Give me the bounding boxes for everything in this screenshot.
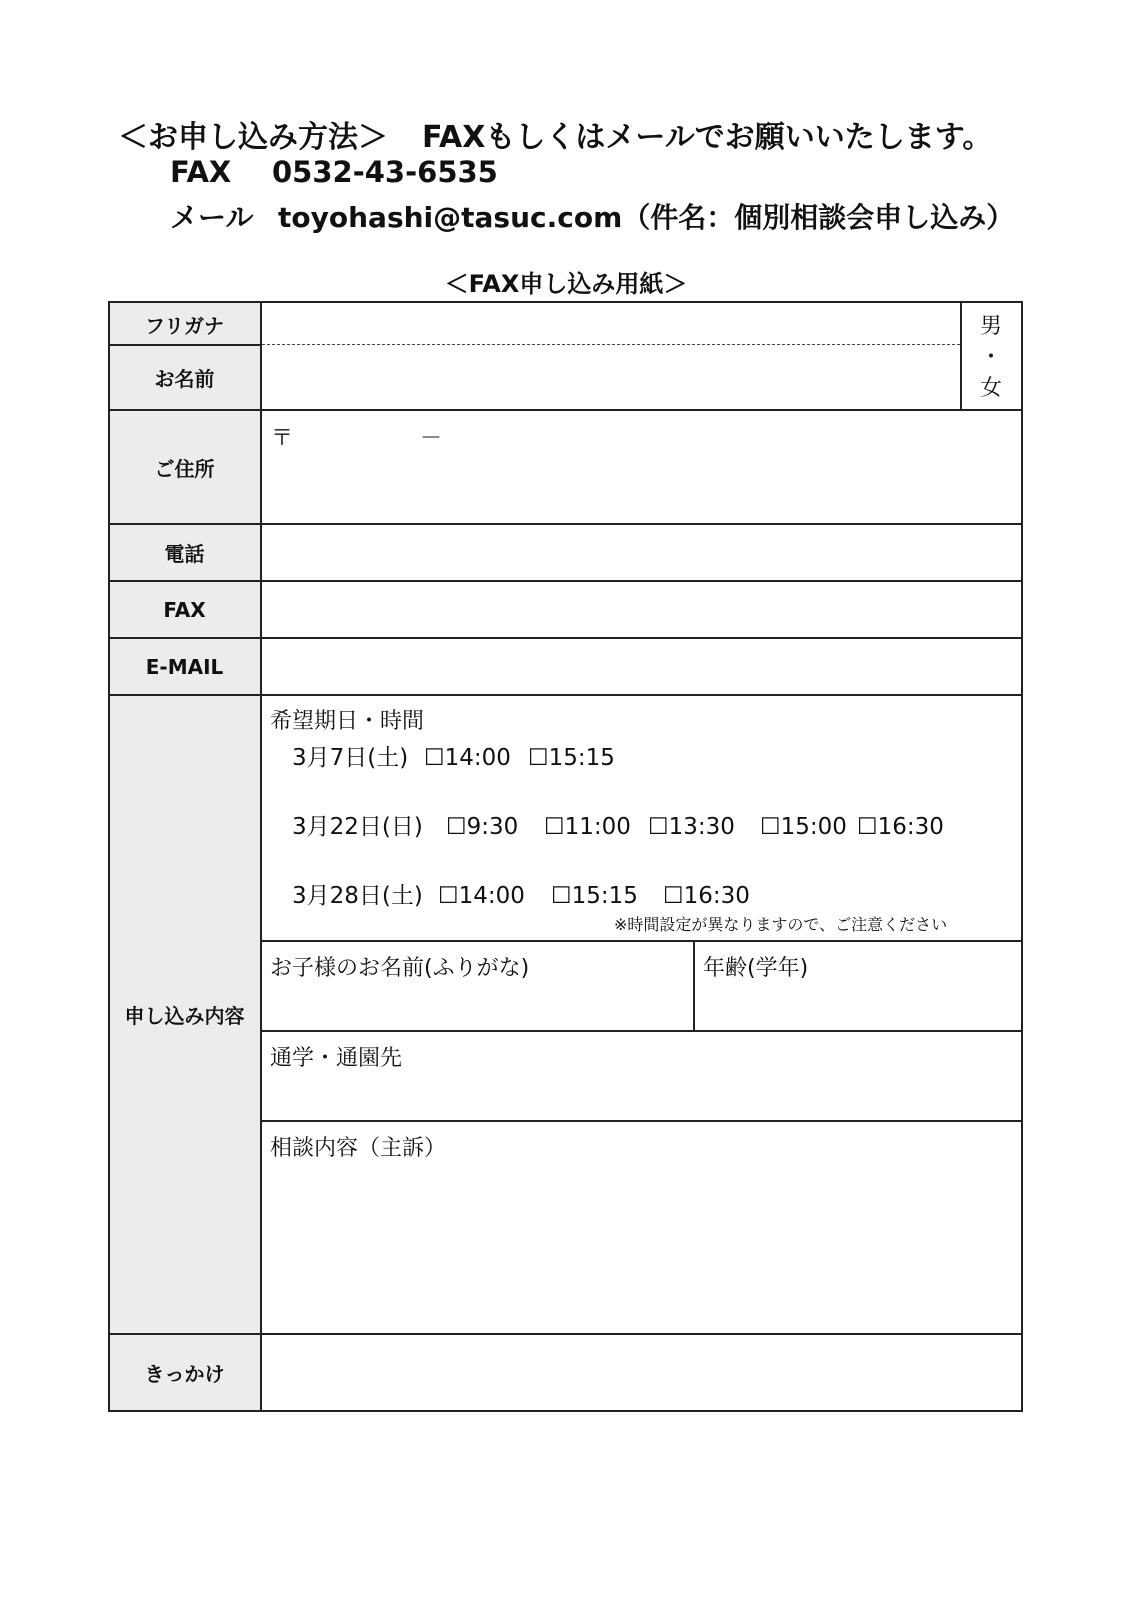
gender-male[interactable]: 男 xyxy=(979,314,1002,339)
time-slot-checkbox[interactable]: ☐16:30 xyxy=(663,883,750,909)
label-address: ご住所 xyxy=(108,410,261,524)
consultation-input[interactable] xyxy=(262,1162,1022,1332)
mail-address: toyohashi@tasuc.com（件名：個別相談会申し込み） xyxy=(278,201,1015,234)
time-slot-checkbox[interactable]: ☐14:00 xyxy=(438,883,525,909)
method-heading-instruction: FAXもしくはメールでお願いいたします。 xyxy=(422,120,993,155)
method-heading-label: ＜お申し込み方法＞ xyxy=(118,120,388,155)
time-slot-checkbox[interactable]: ☐14:00 xyxy=(424,745,511,771)
schedule-day-2 xyxy=(292,808,944,841)
postal-dash: － xyxy=(420,426,443,451)
time-slot-checkbox[interactable]: ☐11:00 xyxy=(544,814,631,840)
gender-selector[interactable] xyxy=(961,303,1021,409)
child-name-label: お子様のお名前(ふりがな) xyxy=(270,956,530,981)
row-divider-email xyxy=(108,694,1023,696)
label-trigger: きっかけ xyxy=(108,1334,261,1411)
time-slot-checkbox[interactable]: ☐16:30 xyxy=(857,814,944,840)
time-slot-checkbox[interactable]: ☐9:30 xyxy=(446,814,519,840)
row-divider-furigana xyxy=(108,344,261,346)
time-slot-checkbox[interactable]: ☐13:30 xyxy=(648,814,735,840)
label-name: お名前 xyxy=(108,345,261,410)
postal-mark: 〒 xyxy=(271,426,294,451)
schedule-date: 3月22日(日) xyxy=(292,814,423,840)
fax-contact xyxy=(170,155,498,189)
school-input[interactable] xyxy=(262,1072,1022,1119)
phone-input[interactable] xyxy=(262,525,1022,580)
gender-female[interactable]: 女 xyxy=(979,376,1002,401)
child-name-input[interactable] xyxy=(262,982,692,1029)
mail-contact xyxy=(170,196,1014,236)
time-slot-checkbox[interactable]: ☐15:15 xyxy=(551,883,638,909)
school-label: 通学・通園先 xyxy=(270,1046,403,1071)
furigana-dashed-divider xyxy=(262,344,960,345)
trigger-input[interactable] xyxy=(262,1335,1022,1410)
label-application: 申し込み内容 xyxy=(108,695,261,1334)
fax-contact-label: FAX xyxy=(170,155,232,189)
row-divider-child xyxy=(261,1030,1023,1032)
age-input[interactable] xyxy=(695,982,1022,1029)
consultation-label: 相談内容（主訴） xyxy=(270,1136,447,1161)
label-phone: 電話 xyxy=(108,524,261,581)
fax-number: 0532-43-6535 xyxy=(272,155,498,189)
fax-input[interactable] xyxy=(262,582,1022,637)
label-furigana: フリガナ xyxy=(108,303,261,345)
method-heading xyxy=(118,112,992,156)
row-divider-schedule xyxy=(261,940,1023,942)
time-slot-checkbox[interactable]: ☐15:00 xyxy=(760,814,847,840)
row-divider-school xyxy=(261,1120,1023,1122)
mail-contact-label: メール xyxy=(170,201,254,234)
schedule-date: 3月7日(土) xyxy=(292,745,409,771)
schedule-note: ※時間設定が異なりますので、ご注意ください xyxy=(614,915,948,934)
time-slot-checkbox[interactable]: ☐15:15 xyxy=(528,745,615,771)
name-input[interactable] xyxy=(262,346,960,409)
furigana-input[interactable] xyxy=(262,303,960,344)
address-input[interactable] xyxy=(262,411,1022,523)
label-email: E-MAIL xyxy=(108,638,261,695)
label-fax: FAX xyxy=(108,581,261,638)
form-title: ＜FAX申し込み用紙＞ xyxy=(444,270,688,298)
email-input[interactable] xyxy=(262,639,1022,694)
schedule-day-1 xyxy=(292,739,615,772)
schedule-day-3 xyxy=(292,877,750,910)
gender-separator: ・ xyxy=(979,345,1002,370)
schedule-heading: 希望期日・時間 xyxy=(270,709,425,734)
age-label: 年齢(学年) xyxy=(703,956,809,981)
schedule-date: 3月28日(土) xyxy=(292,883,423,909)
